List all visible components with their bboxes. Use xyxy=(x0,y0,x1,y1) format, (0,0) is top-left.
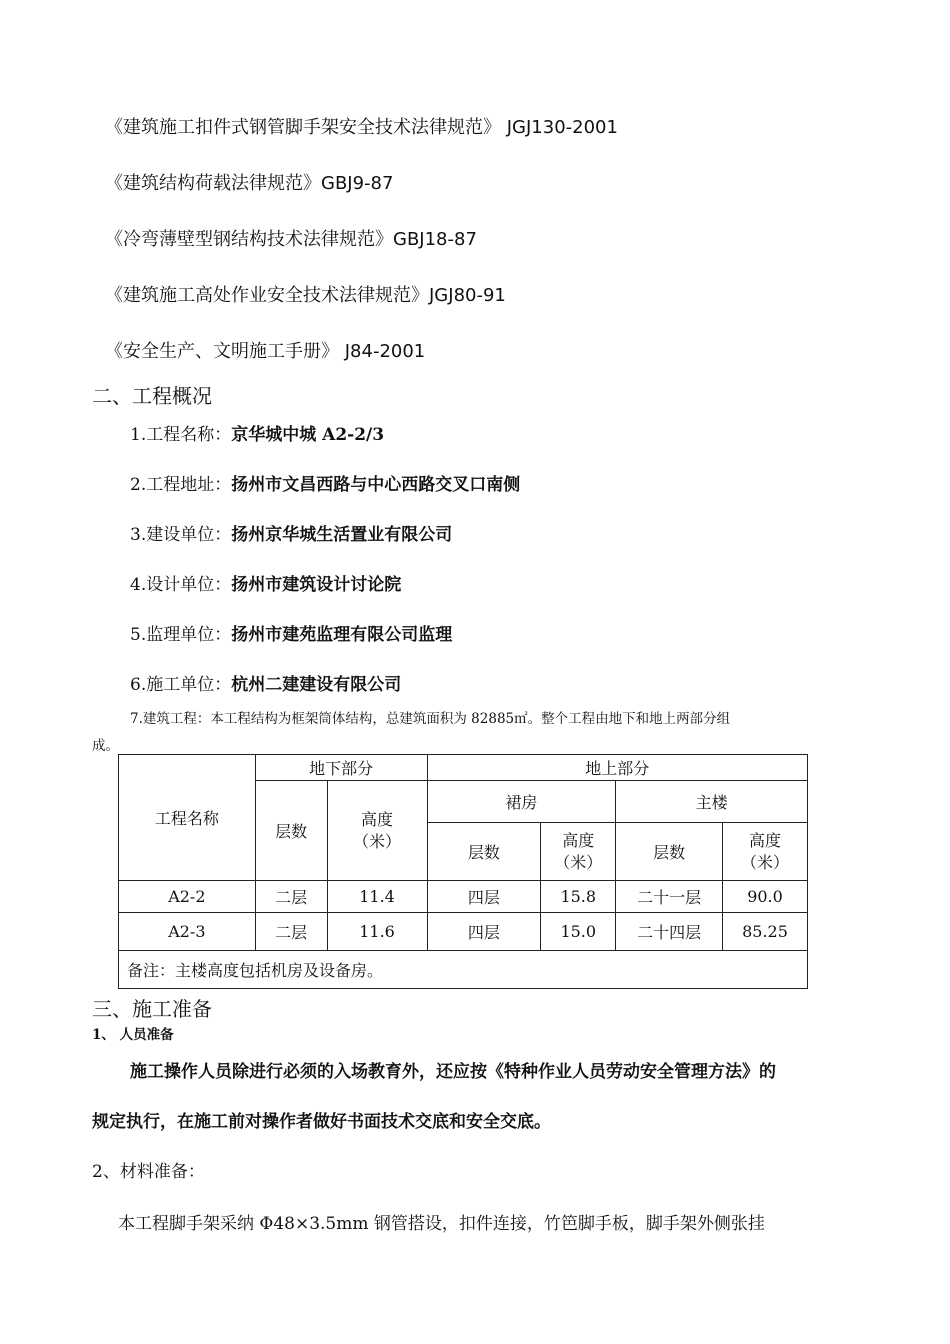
project-contractor: 6.施工单位：杭州二建建设有限公司 xyxy=(130,675,402,695)
cell-under-height: 11.6 xyxy=(327,913,427,951)
header-tower-height: 高度（米） xyxy=(723,823,808,881)
para2-line1: 本工程脚手架采纳 Φ48×3.5mm 钢管搭设，扣件连接，竹笆脚手板，脚手架外侧张挂 xyxy=(118,1214,765,1234)
cell-name: A2-3 xyxy=(119,913,256,951)
standard-3: 《冷弯薄壁型钢结构技术法律规范》GBJ18-87 xyxy=(105,229,477,250)
cell-tower-height: 85.25 xyxy=(723,913,808,951)
para1-line1: 施工操作人员除进行必须的入场教育外，还应按《特种作业人员劳动安全管理方法》的 xyxy=(130,1062,776,1082)
table-row xyxy=(119,881,808,913)
cell-tower-floors: 二十一层 xyxy=(616,881,723,913)
sub-personnel: 1、 人员准备 xyxy=(92,1027,174,1043)
table-row xyxy=(119,913,808,951)
project-address: 2.工程地址：扬州市文昌西路与中心西路交叉口南侧 xyxy=(130,475,521,495)
cell-podium-height: 15.0 xyxy=(541,913,616,951)
header-under-height: 高度（米） xyxy=(327,781,427,881)
project-designer: 4.设计单位：扬州市建筑设计讨论院 xyxy=(130,575,402,595)
cell-name: A2-2 xyxy=(119,881,256,913)
cell-podium-height: 15.8 xyxy=(541,881,616,913)
header-underground: 地下部分 xyxy=(255,755,427,781)
header-tower-floors: 层数 xyxy=(616,823,723,881)
cell-podium-floors: 四层 xyxy=(427,913,541,951)
header-tower: 主楼 xyxy=(616,781,808,823)
sub-materials: 2、材料准备： xyxy=(92,1162,205,1182)
project-supervisor: 5.监理单位：扬州市建苑监理有限公司监理 xyxy=(130,625,453,645)
item7-line1: 7.建筑工程：本工程结构为框架筒体结构，总建筑面积为 82885㎡。整个工程由地下和地上两部分组 xyxy=(130,711,731,727)
header-podium: 裙房 xyxy=(427,781,616,823)
section2-heading: 二、工程概况 xyxy=(92,384,212,408)
item7-line2: 成。 xyxy=(92,738,119,754)
header-project-name: 工程名称 xyxy=(119,755,256,881)
project-owner: 3.建设单位：扬州京华城生活置业有限公司 xyxy=(130,525,453,545)
header-aboveground: 地上部分 xyxy=(427,755,807,781)
table-note: 备注：主楼高度包括机房及设备房。 xyxy=(119,951,808,989)
cell-podium-floors: 四层 xyxy=(427,881,541,913)
header-podium-floors: 层数 xyxy=(427,823,541,881)
cell-tower-floors: 二十四层 xyxy=(616,913,723,951)
header-podium-height: 高度（米） xyxy=(541,823,616,881)
cell-under-floors: 二层 xyxy=(255,881,327,913)
cell-under-height: 11.4 xyxy=(327,881,427,913)
cell-under-floors: 二层 xyxy=(255,913,327,951)
cell-tower-height: 90.0 xyxy=(723,881,808,913)
project-name: 1.工程名称：京华城中城 A2-2/3 xyxy=(130,425,385,445)
header-under-floors: 层数 xyxy=(255,781,327,881)
standard-5: 《安全生产、文明施工手册》 J84-2001 xyxy=(105,341,426,362)
standard-1: 《建筑施工扣件式钢管脚手架安全技术法律规范》 JGJ130-2001 xyxy=(105,117,618,138)
project-table xyxy=(118,754,808,989)
section3-heading: 三、施工准备 xyxy=(92,997,212,1021)
standard-2: 《建筑结构荷载法律规范》GBJ9-87 xyxy=(105,173,394,194)
standard-4: 《建筑施工高处作业安全技术法律规范》JGJ80-91 xyxy=(105,285,506,306)
para1-line2: 规定执行，在施工前对操作者做好书面技术交底和安全交底。 xyxy=(92,1112,551,1132)
